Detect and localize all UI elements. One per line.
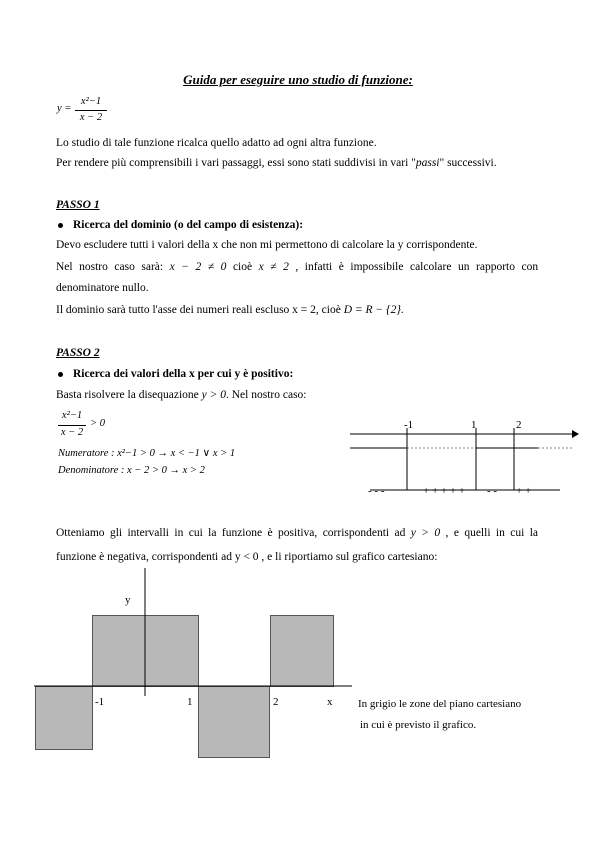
- inequality-numerator: x²−1: [61, 410, 83, 421]
- graph-note-line-2: in cui è previsto il grafico.: [360, 719, 477, 731]
- step1-bullet-icon: [58, 223, 63, 228]
- denominator-analysis: Denominatore : x − 2 > 0 → x > 2: [58, 465, 205, 476]
- function-lhs: y =: [57, 103, 72, 114]
- inequality-fraction-bar: [58, 425, 86, 426]
- sign-seg-3: - -: [487, 485, 498, 497]
- numerator-analysis: Numeratore : x²−1 > 0 → x < −1 ∨ x > 1: [58, 448, 236, 459]
- graph-note-line-1: In grigio le zone del piano cartesiano: [358, 698, 522, 710]
- function-fraction-bar: [75, 110, 107, 111]
- function-numerator: x²−1: [80, 96, 102, 107]
- page-title: Guida per eseguire uno studio di funzione:: [183, 72, 413, 87]
- sign-seg-2: + + + + +: [423, 485, 466, 497]
- conclusion-line-2: funzione è negativa, corrispondenti ad y < 0 , e li riportiamo sul grafico cartesiano:: [56, 551, 438, 563]
- intro-line-2: Per rendere più comprensibili i vari passaggi, essi sono stati suddivisi in vari "passi" successivi.: [56, 157, 497, 169]
- x-tick-minus1: -1: [95, 696, 105, 708]
- step2-heading: PASSO 2: [56, 347, 100, 359]
- conclusion-line-1: Otteniamo gli intervalli in cui la funzione è positiva, corrispondenti ad y > 0 , e quelli in cui la: [56, 527, 539, 539]
- inequality-denominator: x − 2: [60, 427, 84, 438]
- step1-line-1: Devo escludere tutti i valori della x che non mi permettono di calcolare la y corrispondente.: [56, 239, 478, 251]
- y-axis-label: y: [125, 594, 131, 606]
- intro-line-1: Lo studio di tale funzione ricalca quello adatto ad ogni altra funzione.: [56, 137, 377, 149]
- sign-point-1: 1: [471, 419, 477, 431]
- x-tick-1: 1: [187, 696, 193, 708]
- step2-line-1: Basta risolvere la disequazione y > 0. Nel nostro caso:: [56, 389, 307, 401]
- step1-bullet-text: Ricerca del dominio (o del campo di esistenza):: [73, 219, 304, 231]
- x-tick-2: 2: [273, 696, 279, 708]
- step1-line-4: Il dominio sarà tutto l'asse dei numeri reali escluso x = 2, cioè D = R − {2}.: [56, 304, 404, 316]
- step1-heading: PASSO 1: [56, 199, 100, 211]
- sign-seg-1: - - -: [368, 485, 385, 497]
- function-denominator: x − 2: [79, 112, 103, 123]
- step2-bullet-icon: [58, 372, 63, 377]
- cartesian-axes: [34, 566, 354, 766]
- sign-point-minus1: -1: [404, 419, 414, 431]
- step1-line-2: Nel nostro caso sarà: x − 2 ≠ 0 cioè x ≠ 2 , infatti è impossibile calcolare un rapporto con: [56, 261, 539, 273]
- inequality-rhs: > 0: [90, 418, 105, 429]
- step1-line-3: denominatore nullo.: [56, 282, 149, 294]
- sign-seg-4: + +: [516, 485, 532, 497]
- x-axis-label: x: [327, 696, 333, 708]
- sign-point-2: 2: [516, 419, 522, 431]
- step2-bullet-text: Ricerca dei valori della x per cui y è positivo:: [73, 368, 294, 380]
